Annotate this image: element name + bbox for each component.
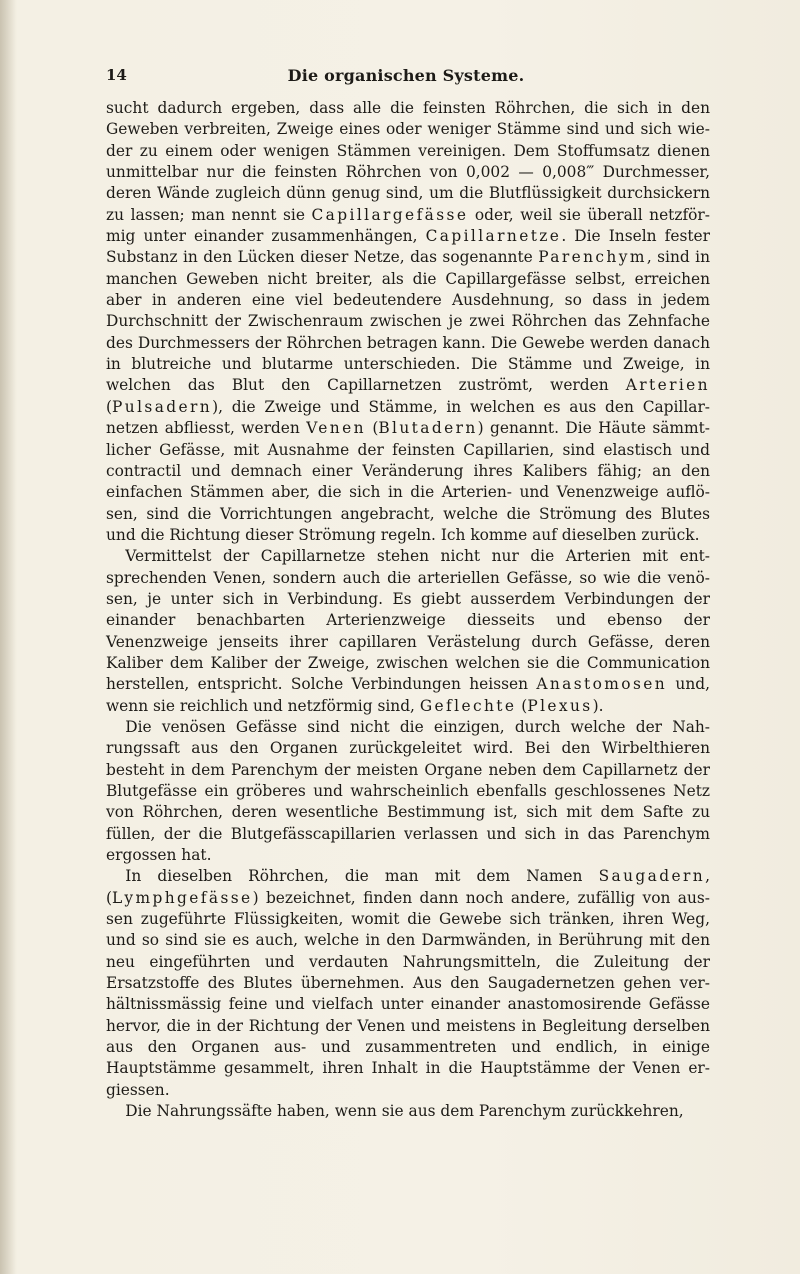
spaced-term: Geflechte <box>419 696 517 715</box>
spine-shadow <box>0 0 16 1274</box>
text-run: ( <box>365 419 379 438</box>
text-run: Die Nahrungssäfte haben, wenn sie aus dem Parenchym zurückkehren, <box>125 1102 684 1121</box>
paragraph <box>106 546 710 717</box>
spaced-term: Pulsadern <box>112 397 213 416</box>
spaced-term: Capillarnetze <box>425 227 562 246</box>
running-header <box>106 66 706 90</box>
text-run: ( <box>106 397 113 416</box>
spaced-term: Capillargefässe <box>311 205 469 224</box>
paragraph <box>106 717 710 866</box>
text-run: In dieselben Röhrchen, die man mit dem Namen <box>125 867 599 886</box>
spaced-term: Venen <box>306 419 366 438</box>
text-run: ) bezeichnet, finden dann noch andere, zufällig von aussen zugeführte Flüssigkeiten, womit die Gewebe sich tränken, ihren Weg, und so sind sie es auch, welche in den Darmwänden, in Berührung mit den neu eingeführten und verdauten Nahrungsmitteln, die Zuleitung der Ersatzstoffe des Blutes übernehmen. Aus den Saugadernetzen gehen verhältnissmässig feine und vielfach unter einander anastomosirende Gefässe hervor, die in der Richtung der Venen und meistens in Begleitung derselben aus den Organen aus- und zusammentreten und endlich, in einige Hauptstämme gesammelt, ihren Inhalt in die Hauptstämme der Venen ergiessen. <box>106 888 710 1099</box>
spaced-term: Blutadern <box>378 419 478 438</box>
paragraph <box>106 98 710 546</box>
text-run: , ( <box>106 867 710 907</box>
spaced-term: Plexus <box>527 696 593 715</box>
text-run: ) genannt. Die Häute sämmtlicher Gefässe, mit Ausnahme der feinsten Capillarien, sind elastisch und contractil und demnach einer Veränderung ihres Kalibers fähig; an den einfachen Stämmen aber, die sich in die Arterien- und Venenzweige auflösen, sind die Vorrichtungen angebracht, welche die Strömung des Blutes und die Richtung dieser Strömung regeln. Ich komme auf dieselben zurück. <box>106 419 710 544</box>
text-run: und, wenn sie reichlich und netzförmig sind, <box>106 675 710 715</box>
text-run: Die venösen Gefässe sind nicht die einzigen, durch welche der Nahrungssaft aus den Organen zurückgeleitet wird. Bei den Wirbelthieren besteht in dem Parenchym der meisten Organe neben dem Capillarnetz der Blutgefässe ein gröberes und wahrscheinlich ebenfalls geschlossenes Netz von Röhrchen, deren wesentliche Bestimmung ist, sich mit dem Safte zu füllen, der die Blutgefässcapillarien verlassen und sich in das Parenchym ergossen hat. <box>106 717 710 865</box>
text-run: oder, weil sie überall netzförmig unter einander zusammenhängen, <box>106 205 710 246</box>
text-run: sucht dadurch ergeben, dass alle die feinsten Röhrchen, die sich in den Geweben verbreiten, Zweige eines oder weniger Stämme sind und sich wieder zu einem oder wenigen Stämmen vereinigen. Dem Stoffumsatz dienen unmittelbar nur die feinsten Röhrchen von 0,002 — 0,008‴ Durchmesser, deren Wände zugleich dünn genug sind, um die Blutflüssigkeit durchsickern zu lassen; man nennt sie <box>106 99 710 224</box>
text-run: Vermittelst der Capillarnetze stehen nicht nur die Arterien mit entsprechenden Venen, sondern auch die arteriellen Gefässe, so wie die venösen, je unter sich in Verbindung. Es giebt ausserdem Verbindungen der einander benachbarten Arterienzweige diesseits und ebenso der Venenzweige jenseits ihrer capillaren Verästelung durch Gefässe, deren Kaliber dem Kaliber der Zweige, zwischen welchen sie die Communication herstellen, entspricht. Solche Verbindungen heissen <box>106 547 710 694</box>
text-run: . Die Inseln fester Substanz in den Lücken dieser Netze, das sogenannte <box>106 227 710 267</box>
running-title: Die organischen Systeme. <box>287 66 525 85</box>
paragraph <box>106 866 710 1101</box>
paragraph <box>106 1101 710 1122</box>
spaced-term: Parenchym <box>538 248 647 267</box>
text-run: ), die Zweige und Stämme, in welchen es aus den Capillarnetzen abfliesst, werden <box>106 397 710 438</box>
spaced-term: Anastomosen <box>536 675 668 694</box>
page-number: 14 <box>106 66 127 84</box>
spaced-term: Lymphgefässe <box>112 888 253 907</box>
spaced-term: Arterien <box>625 376 710 395</box>
spaced-term: Saugadern <box>598 867 706 886</box>
body-text <box>106 98 710 1123</box>
text-run: ). <box>592 696 604 715</box>
text-run: ( <box>516 696 528 715</box>
text-run: , sind in manchen Geweben nicht breiter, als die Capillargefässe selbst, erreichen aber in anderen eine viel bedeutendere Ausdehnung, so dass in jedem Durchschnitt der Zwischenraum zwischen je zwei Röhrchen das Zehnfache des Durchmessers der Röhrchen betragen kann. Die Gewebe werden danach in blutreiche und blutarme unterschieden. Die Stämme und Zweige, in welchen das Blut den Capillarnetzen zuströmt, werden <box>106 248 710 395</box>
